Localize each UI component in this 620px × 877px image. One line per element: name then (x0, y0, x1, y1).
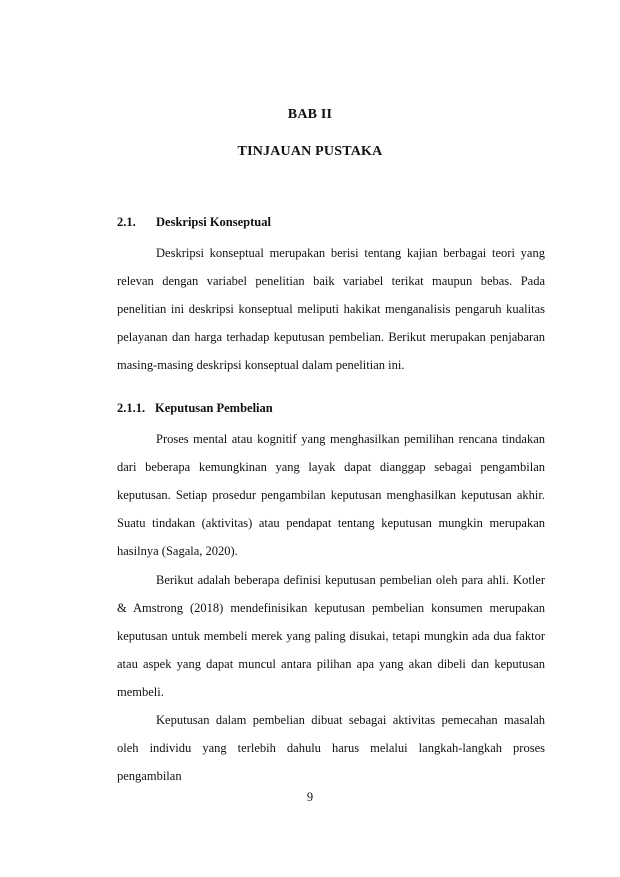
subsection-heading (117, 401, 273, 416)
chapter-number: BAB II (287, 107, 333, 122)
section-title: Deskripsi Konseptual (156, 215, 271, 229)
section-number: 2.1. (117, 215, 136, 229)
paragraph (117, 425, 545, 565)
paragraph-text: Berikut adalah beberapa definisi keputusan pembelian oleh para ahli. Kotler & Amstrong (2018) mendefinisikan keputusan pembelian konsumen merupakan keputusan untuk membeli merek yang paling disukai, tetapi mungkin ada dua faktor atau aspek yang dapat muncul antara pilihan apa yang akan dibeli dan keputusan membeli. (117, 573, 545, 699)
section-heading (117, 215, 271, 230)
chapter-title: TINJAUAN PUSTAKA (237, 144, 383, 159)
paragraph-text: Proses mental atau kognitif yang menghasilkan pemilihan rencana tindakan dari beberapa kemungkinan yang layak dapat dianggap sebagai pengambilan keputusan. Setiap prosedur pengambilan keputusan menghasilkan keputusan akhir. Suatu tindakan (aktivitas) atau pendapat tentang keputusan mungkin merupakan hasilnya (Sagala, 2020). (117, 432, 545, 558)
paragraph (117, 566, 545, 706)
paragraph (117, 239, 545, 379)
paragraph-text: Keputusan dalam pembelian dibuat sebagai aktivitas pemecahan masalah oleh individu yang terlebih dahulu harus melalui langkah-langkah proses pengambilan (117, 713, 545, 783)
paragraph (117, 706, 545, 790)
page-number: 9 (306, 790, 314, 804)
subsection-number: 2.1.1. (117, 401, 146, 415)
subsection-title: Keputusan Pembelian (155, 401, 273, 415)
paragraph-text: Deskripsi konseptual merupakan berisi tentang kajian berbagai teori yang relevan dengan variabel penelitian baik variabel terikat maupun bebas. Pada penelitian ini deskripsi konseptual meliputi hakikat menganalisis pengaruh kualitas pelayanan dan harga terhadap keputusan pembelian. Berikut merupakan penjabaran masing-masing deskripsi konseptual dalam penelitian ini. (117, 246, 545, 372)
